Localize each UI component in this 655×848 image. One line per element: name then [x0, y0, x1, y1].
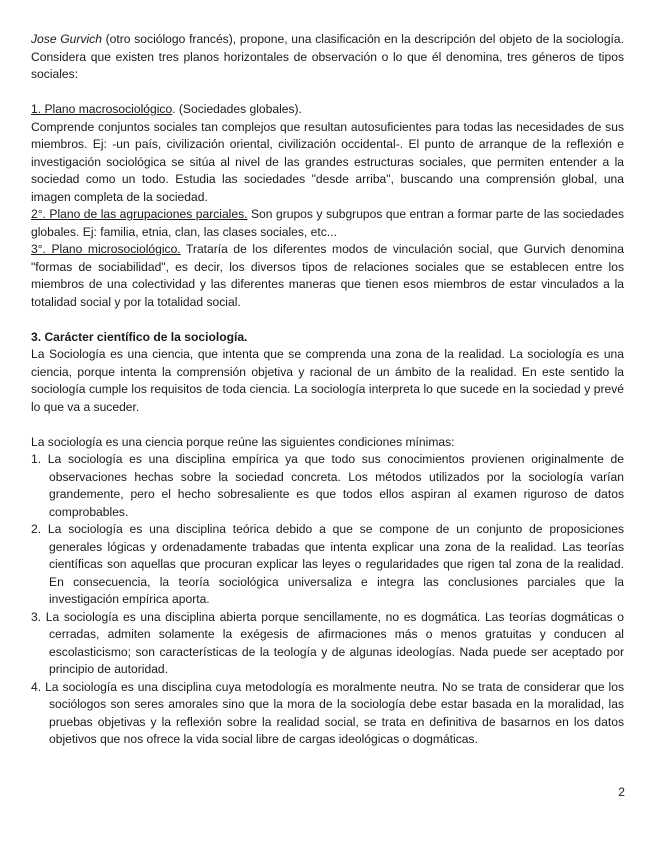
condition-item: 3. La sociología es una disciplina abierta porque sencillamente, no es dogmática. Las teorías dogmáticas o cerradas, admiten solamente la exégesis de afirmaciones más o menos gratuitas y conducen al escolasticismo; son características de la teología y de algunas ideologías. Nada puede ser aceptado por principio de autoridad.	[31, 609, 624, 676]
page-number: 2	[618, 785, 625, 799]
intro-text: (otro sociólogo francés), propone, una clasificación en la descripción del objeto de la sociología. Considera que existen tres planos horizontales de observación o lo que él denomina, tres géneros de tipos sociales:	[31, 32, 624, 81]
plane3-heading: 3°. Plano microsociológico.	[31, 242, 181, 256]
plane1-heading: 1. Plano macrosociológico	[31, 102, 173, 116]
section3-paragraph: La Sociología es una ciencia, que intenta que se comprenda una zona de la realidad. La sociología es una ciencia, porque intenta la comprensión objetiva y racional de un ámbito de la realidad. En este sentido la sociología cumple los requisitos de toda ciencia. La sociología interpreta lo que sucede en la sociedad y prevé lo que va a suceder.	[31, 347, 624, 414]
plane2-paragraph	[31, 206, 624, 241]
plane3-paragraph	[31, 241, 624, 311]
condition-item: 2. La sociología es una disciplina teórica debido a que se compone de un conjunto de proposiciones generales lógicas y ordenadamente trabadas que intenta explicar una zona de la realidad. Las teorías científicas son aquellas que procuran explicar las leyes o regularidades que rigen tal zona de la realidad. En consecuencia, la teoría sociológica universaliza e integra las conclusiones parciales que la investigación empírica aporta.	[31, 522, 624, 606]
conditions-intro: La sociología es una ciencia porque reúne las siguientes condiciones mínimas:	[31, 434, 455, 449]
conditions-list	[31, 451, 624, 749]
plane1-body: Comprende conjuntos sociales tan complejos que resultan autosuficientes para todas las necesidades de sus miembros. Ej: -un país, civilización oriental, civilización occidental-. El punto de arranque de la reflexión e investigación sociológica se sitúa al nivel de las grandes estructuras sociales, que permiten entender a la sociedad como un todo. Estudia las sociedades "desde arriba", buscando una comprensión global, una imagen completa de la sociedad.	[31, 119, 624, 204]
intro-paragraph	[31, 31, 624, 84]
plane2-heading: 2°. Plano de las agrupaciones parciales.	[31, 207, 248, 221]
section3-title: 3. Carácter científico de la sociología.	[31, 329, 248, 344]
plane3-body: Trataría de los diferentes modos de vinculación social, que Gurvich denomina "formas de sociabilidad", es decir, los diversos tipos de relaciones sociales que se establecen entre los miembros de una colectividad y las diferentes maneras que tienen esos miembros de estar vinculados a la totalidad social y por la totalidad social.	[31, 242, 625, 309]
spacer	[31, 84, 624, 102]
plane2-body: Son grupos y subgrupos que entran a formar parte de las sociedades globales. Ej: familia, etnia, clan, las clases sociales, etc...	[31, 207, 624, 239]
plane1-heading-suffix: . (Sociedades globales).	[172, 102, 302, 116]
author-name: Jose Gurvich	[31, 32, 102, 46]
spacer	[31, 416, 624, 434]
page-content	[31, 31, 624, 749]
plane1-heading-line	[31, 101, 624, 119]
condition-item: 1. La sociología es una disciplina empírica ya que todo sus conocimientos provienen originalmente de observaciones hechas sobre la sociedad concreta. Los métodos utilizados por la sociología varían grandemente, pero el hecho sobresaliente es que todos ellos aspiran al examen riguroso de datos comprobables.	[31, 452, 624, 519]
spacer	[31, 311, 624, 329]
condition-item: 4. La sociología es una disciplina cuya metodología es moralmente neutra. No se trata de considerar que los sociólogos son seres amorales sino que la mora de la sociología debe estar basada en la moralidad, las pruebas objetivas y la reflexión sobre la realidad social, se trata en definitiva de basarnos en los datos objetivos que nos ofrece la vida social libre de cargas ideológicas o dogmáticas.	[31, 679, 624, 746]
